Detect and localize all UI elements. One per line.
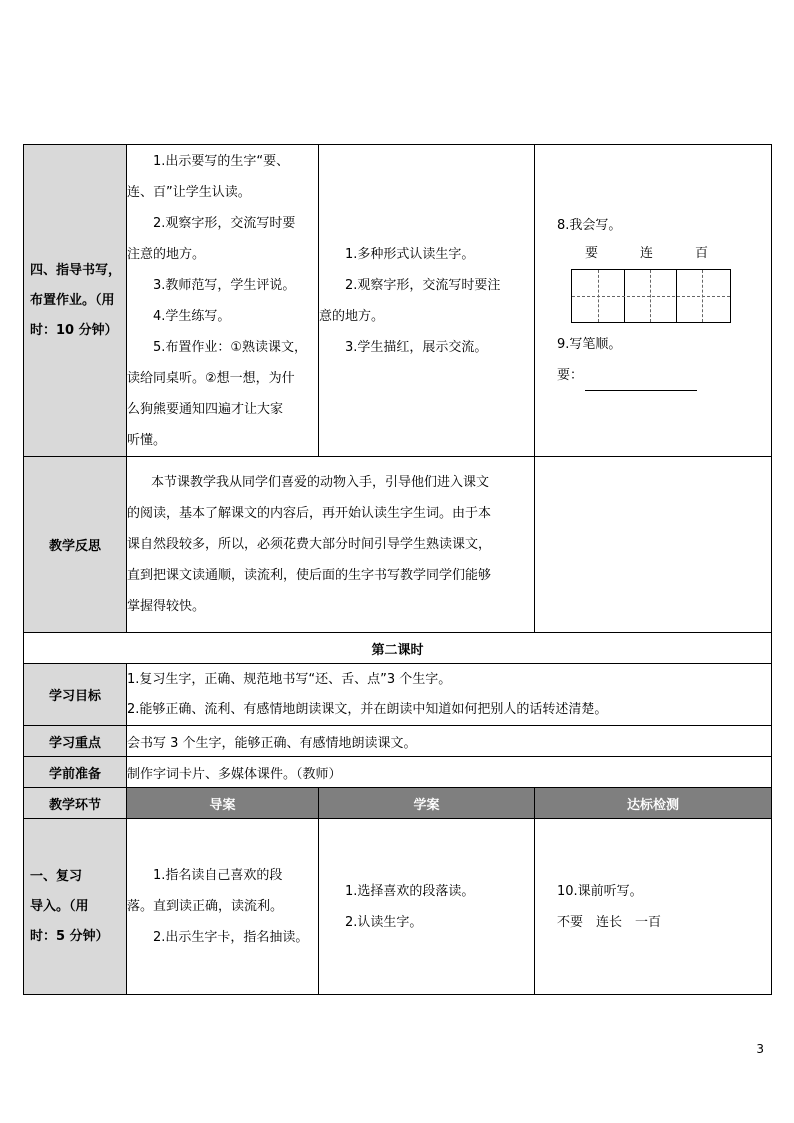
answer-line	[585, 372, 697, 391]
check-cell	[535, 145, 772, 457]
check-line: 不要 连长 一百	[557, 914, 662, 930]
practice-char: 要	[585, 246, 599, 261]
guide-line: 听懂。	[127, 432, 167, 448]
stroke-order-answer	[535, 360, 771, 391]
stage-label-line: 时：10 分钟）	[30, 322, 118, 338]
check-line: 10.课前听写。	[557, 883, 643, 899]
guide-line: 1.出示要写的生字“要、	[153, 153, 290, 169]
table-row	[24, 726, 772, 757]
guide-line: 3.教师范写，学生评说。	[153, 277, 296, 293]
stage-label-line: 四、指导书写，	[30, 262, 122, 278]
focus-label: 学习重点	[24, 726, 127, 757]
practice-char: 百	[695, 246, 709, 261]
header-study: 学案	[319, 788, 535, 819]
table-row	[24, 633, 772, 664]
guide-line: 连、百”让学生认读。	[127, 184, 251, 200]
practice-characters	[535, 243, 771, 265]
reflection-line: 直到把课文读通顺，读流利，使后面的生字书写教学同学们能够	[127, 568, 492, 583]
study-line: 1.多种形式认读生字。	[345, 246, 475, 262]
guide-line: 2.出示生字卡，指名抽读。	[153, 930, 309, 945]
goals-line: 2.能够正确、流利、有感情地朗读课文，并在朗读中知道如何把别人的话转述清楚。	[127, 701, 608, 717]
practice-char: 连	[640, 246, 654, 261]
page-number: 3	[756, 1042, 764, 1056]
table-row	[24, 145, 772, 457]
section-title: 第二课时	[24, 633, 772, 664]
header-check: 达标检测	[535, 788, 772, 819]
goals-line: 1.复习生字，正确、规范地书写“还、舌、点”3 个生字。	[127, 671, 452, 687]
goals-label: 学习目标	[24, 664, 127, 726]
table-row	[24, 664, 772, 726]
empty-cell	[535, 457, 772, 633]
reflection-line: 的阅读，基本了解课文的内容后，再开始认读生字生词。由于本	[127, 506, 492, 521]
reflection-line: 本节课教学我从同学们喜爱的动物入手，引导他们进入课文	[151, 475, 490, 490]
stage-label-line: 时：5 分钟）	[30, 928, 109, 944]
reflection-line: 课自然段较多，所以，必须花费大部分时间引导学生熟读课文，	[127, 537, 492, 552]
writing-grid	[571, 269, 731, 323]
stage-label-line: 布置作业。（用	[30, 292, 115, 308]
guide-line: 2.观察字形，交流写时要	[153, 215, 296, 231]
goals-text	[127, 664, 772, 726]
stage-label	[24, 145, 127, 457]
header-guide: 导案	[127, 788, 319, 819]
study-cell	[319, 145, 535, 457]
table-row	[24, 757, 772, 788]
guide-line: 么狗熊要通知四遍才让大家	[127, 401, 284, 417]
lesson-plan-table	[23, 144, 772, 995]
guide-cell	[127, 145, 319, 457]
check-title: 8.我会写。	[557, 218, 622, 233]
reflection-label: 教学反思	[24, 457, 127, 633]
table-row	[24, 457, 772, 633]
stage-label	[24, 819, 127, 995]
prep-label: 学前准备	[24, 757, 127, 788]
guide-line: 5.布置作业：①熟读课文，	[153, 339, 308, 355]
focus-text: 会书写 3 个生字，能够正确、有感情地朗读课文。	[127, 726, 772, 757]
guide-line: 1.指名读自己喜欢的段	[153, 868, 283, 883]
study-line: 3.学生描红，展示交流。	[345, 339, 488, 355]
reflection-text	[127, 457, 535, 633]
table-header-row	[24, 788, 772, 819]
study-line: 2.观察字形，交流写时要注	[345, 277, 501, 293]
stroke-order-item: 9.写笔顺。	[557, 337, 622, 352]
prep-text: 制作字词卡片、多媒体课件。（教师）	[127, 757, 772, 788]
guide-line: 注意的地方。	[127, 246, 206, 262]
study-line: 2.认读生字。	[345, 914, 423, 930]
reflection-line: 掌握得较快。	[127, 599, 206, 614]
stroke-order-char: 要：	[557, 368, 584, 383]
guide-cell	[127, 819, 319, 995]
study-cell	[319, 819, 535, 995]
study-line: 意的地方。	[319, 308, 385, 324]
guide-line: 4.学生练写。	[153, 308, 231, 324]
table-row	[24, 819, 772, 995]
guide-line: 落。直到读正确，读流利。	[127, 899, 284, 914]
stage-label-line: 导入。（用	[30, 898, 89, 914]
guide-line: 读给同桌听。②想一想，为什	[127, 370, 295, 386]
study-line: 1.选择喜欢的段落读。	[345, 883, 475, 899]
check-cell	[535, 819, 772, 995]
header-stage: 教学环节	[24, 788, 127, 819]
stage-label-line: 一、复习	[30, 868, 83, 884]
